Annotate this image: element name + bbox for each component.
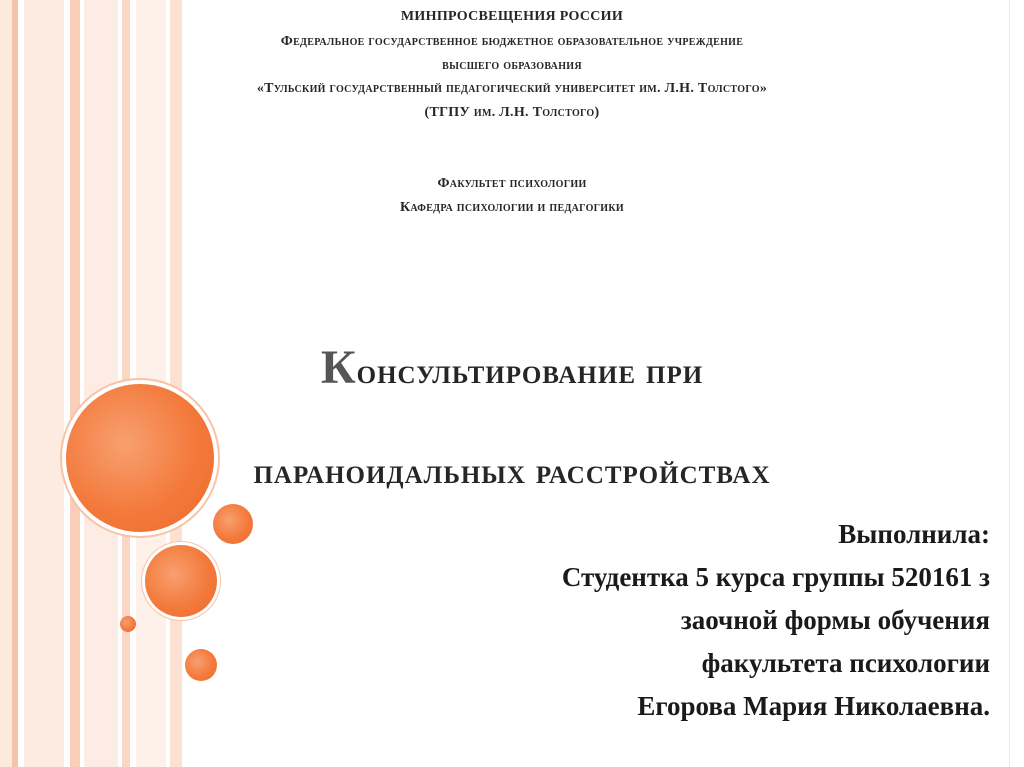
institution-line-1: Федеральное государственное бюджетное образовательное учреждение — [280, 34, 744, 49]
university-short-name: (ТГПУ им. Л.Н. Толстого) — [424, 105, 600, 120]
author-name: Егорова Мария Николаевна. — [637, 691, 990, 721]
presentation-title-line-2: параноидальных расстройствах — [253, 451, 771, 491]
university-name: «Тульский государственный педагогический университет им. Л.Н. Толстого» — [256, 81, 768, 96]
medium-circle-decoration — [145, 545, 217, 617]
title-first-letter: К — [320, 341, 357, 394]
author-line-2: заочной формы обучения — [680, 605, 990, 635]
author-line-1: Студентка 5 курса группы 520161 з — [561, 562, 990, 592]
department-name: Кафедра психологии и педагогики — [399, 200, 625, 215]
author-block — [562, 513, 990, 728]
small-circle-decoration — [213, 504, 253, 544]
faculty-name: Факультет психологии — [437, 176, 587, 191]
author-line-3: факультета психологии — [701, 648, 990, 678]
presentation-title-line-1 — [0, 340, 1024, 395]
author-label: Выполнила: — [838, 519, 990, 549]
institution-line-2: высшего образования — [442, 58, 582, 73]
small-circle-decoration-2 — [185, 649, 217, 681]
title-line-1-rest: онсультирование при — [356, 351, 704, 391]
tiny-circle-decoration — [120, 616, 136, 632]
ministry-name: МИНПРОСВЕЩЕНИЯ РОССИИ — [400, 9, 624, 24]
